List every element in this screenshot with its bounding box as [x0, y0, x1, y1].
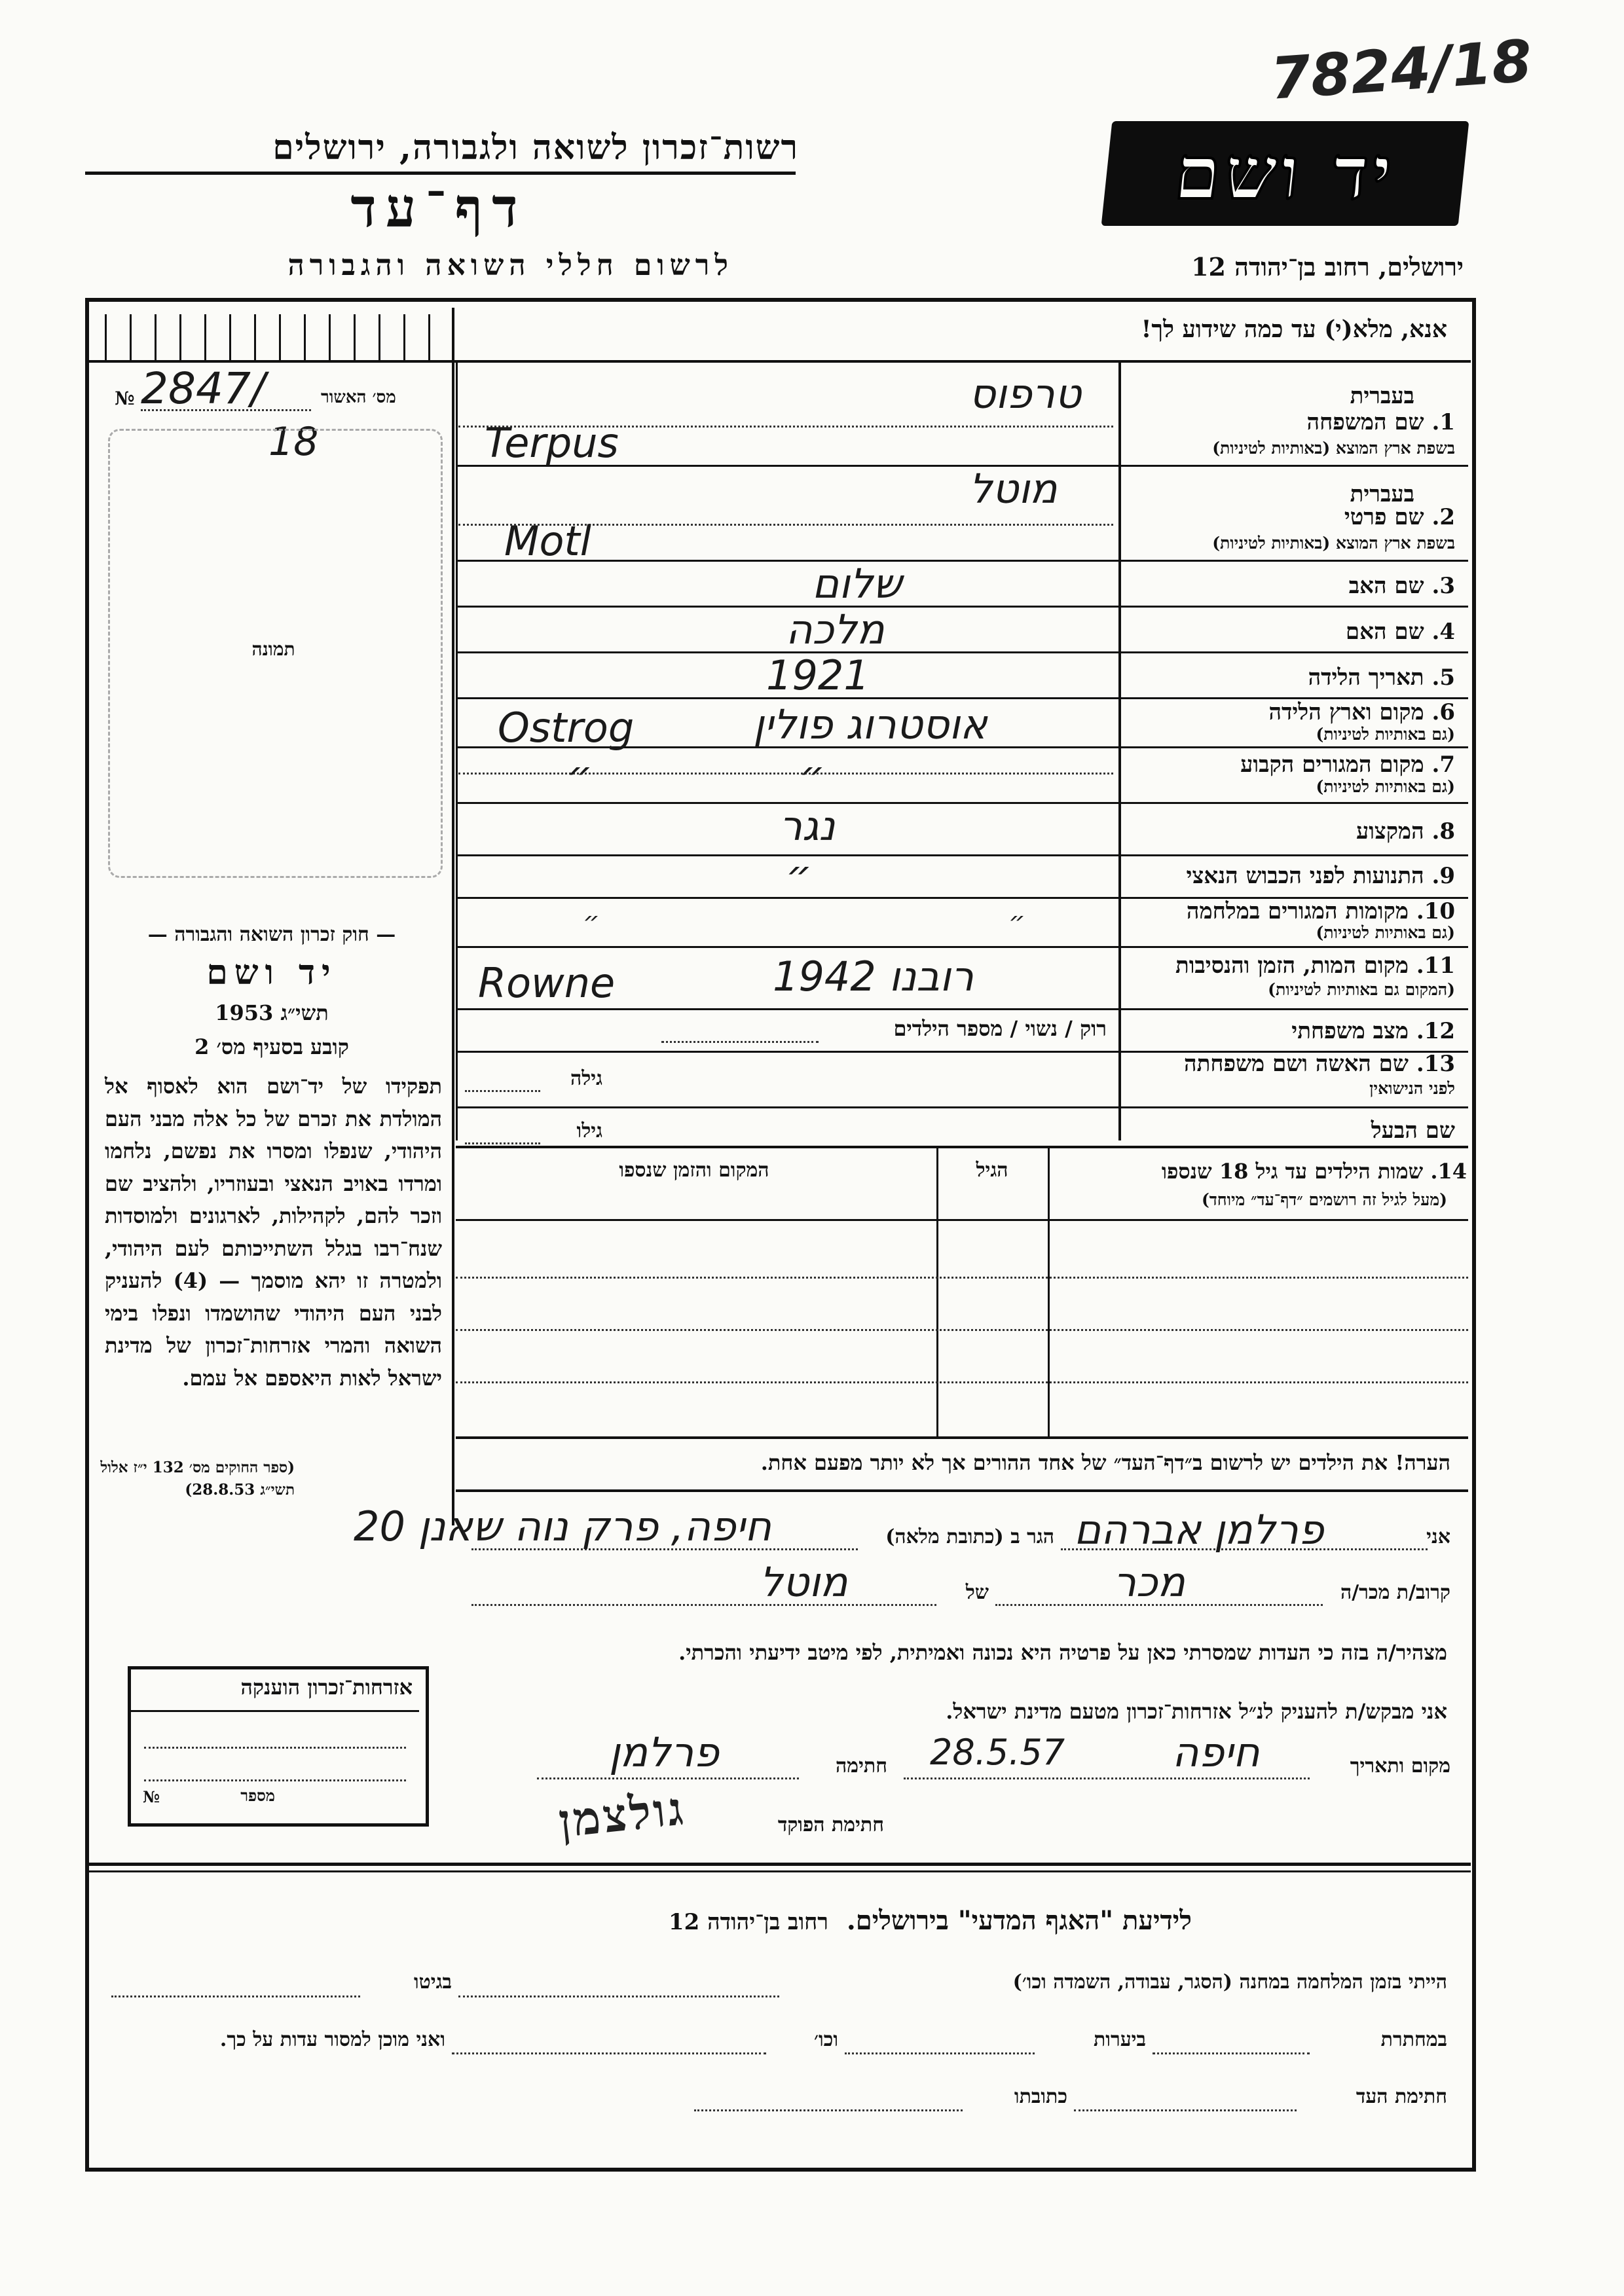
field-10-value-latin: ״	[583, 907, 600, 937]
footer-divider-2	[89, 1870, 1471, 1872]
place-date-line	[904, 1777, 1310, 1779]
field-11-label: 11. מקום המות, הזמן והנסיבות	[1175, 953, 1455, 979]
field-13-extra: גילה	[570, 1067, 602, 1090]
signature-label: חתימה	[836, 1755, 887, 1777]
remark: הערה! את הילדים יש לרשום ב״דף־העד״ של אחד ההורים אך לא יותר מפעם אחת.	[760, 1450, 1450, 1475]
law-section: קובע בסעיף מס׳ 2	[194, 1034, 349, 1059]
field-10-label: 10. מקומות המגורים במלחמה	[1186, 898, 1455, 924]
law-logo: יד ושם	[206, 953, 337, 993]
field-13-note: לפני הנישואין	[1369, 1079, 1455, 1098]
footer-line-1-fill	[458, 1995, 779, 1997]
footer-title: לידיעת "האגף המדעי" בירושלים. רחוב בן־יהודה 12	[668, 1905, 1192, 1936]
remark-line	[456, 1489, 1468, 1492]
footer-line-2-c: וכו׳	[814, 2028, 838, 2051]
field-3-label: 3. שם האב	[1348, 573, 1455, 599]
children-title: 14. שמות הילדים עד גיל 18 שנספו	[1161, 1159, 1467, 1184]
children-bottom-line	[456, 1436, 1468, 1439]
law-year: תשי״ג 1953	[215, 1000, 329, 1025]
children-row-1	[456, 1277, 1468, 1279]
row-line-7	[456, 802, 1468, 804]
footer-line-3-fill-b	[694, 2109, 963, 2111]
children-row-3	[456, 1381, 1468, 1383]
footer-line-1-tail	[111, 1995, 360, 1997]
law-body: תפקידו של יד־ושם הוא לאסוף אל המולדת את זכרם של כל אלה מבני העם היהודי, שנפלו ומסרו את נפשם, נלחמו ומרדו באויב הנאצי ובעוזריו, ולהציב שם וזכר להם, לקהילות, לארגונים ולמוסדות שנח־רבו בגלל השתייכותם לעם היהודי, ולמטרה זו יהא מוסמך — (4) להעניק לבני העם היהודי שהושמדו ונפלו בימי השואה והמרי אזרחות־זכרון של מדינת ישראל לאות היאספם אל עמם.	[105, 1074, 443, 1391]
org-underline	[85, 172, 796, 175]
field-6-latin: Ostrog	[498, 704, 635, 752]
field-7-label: 7. מקום המגורים הקבוע	[1240, 752, 1455, 778]
logo-text: יד ושם	[1170, 130, 1400, 216]
photo-label: תמונה	[251, 638, 295, 660]
request-text: אני מבקש/ת להעניק לנ״ל אזרחות־זכרון מטעם מדינת ישראל.	[946, 1699, 1447, 1724]
field-11-hebrew: רובנו 1942	[773, 953, 974, 1000]
children-note: (מעל לגיל זה רושמים ״דף־עד״ מיוחד)	[1201, 1190, 1447, 1209]
footer-line-3-b: כתובתו	[1014, 2085, 1067, 2108]
children-col-place: המקום והזמן שנספו	[619, 1159, 769, 1182]
declarant-relation-label: קרוב/ת מכר/ה	[1340, 1581, 1450, 1604]
children-col-1	[1048, 1148, 1050, 1436]
footer-line-1-end: בגיטו	[413, 1971, 452, 1994]
field-1-tag: בעברית	[1350, 383, 1414, 409]
handwritten-id: 7824/18	[1268, 27, 1535, 113]
field-7-value-latin: ״	[566, 752, 593, 799]
row-line-14	[456, 1146, 1468, 1148]
row-line-11	[456, 1008, 1468, 1010]
children-header-line	[456, 1219, 1468, 1221]
field-6-label: 6. מקום וארץ הלידה	[1268, 699, 1455, 725]
footer-line-3-a: חתימת העד	[1356, 2085, 1447, 2108]
official-stamp: גולצמן	[556, 1781, 688, 1848]
children-col-2	[936, 1148, 938, 1436]
children-col-age: הגיל	[976, 1159, 1008, 1182]
footer-line-2-fill-c	[452, 2052, 766, 2054]
citizenship-line-1	[144, 1747, 406, 1749]
instruction-divider	[89, 360, 1471, 363]
row-line-4	[456, 651, 1468, 653]
footer-line-2-end: ואני מוכן למסור עדות על כך.	[219, 2028, 445, 2051]
registry-number: 2847/	[141, 363, 266, 414]
org-line: רשות־זכרון לשואה ולגבורה, ירושלים	[272, 128, 799, 168]
citizenship-title-line	[131, 1710, 419, 1712]
law-title: — חוק זכרון השואה והגבורה —	[147, 923, 396, 946]
declarant-address: חיפה, פרק נוה שאנן 20	[354, 1503, 772, 1550]
declarant-resides-label: הגר ב (כתובת מלאה)	[885, 1525, 1054, 1548]
field-2-tag: בעברית	[1350, 481, 1414, 507]
field-6-hebrew: אוסטרוג פולין	[753, 701, 987, 748]
field-9-label: 9. התנועות לפני הכבוש הנאצי	[1186, 863, 1455, 889]
field-6-note: (גם באותיות לטיניות)	[1316, 725, 1455, 744]
field-2-label: 2. שם פרטי	[1344, 504, 1455, 530]
signature: פרלמן	[609, 1728, 719, 1776]
row-line-13	[456, 1106, 1468, 1108]
husband-label: שם הבעל	[1371, 1118, 1455, 1144]
registry-label: מס׳ האשור	[321, 388, 396, 407]
footer-line-2-b: ביערות	[1093, 2028, 1146, 2051]
field-2-note: בשפת ארץ המוצא (באותיות לטיניות)	[1212, 534, 1455, 553]
field-5-value: 1921	[766, 651, 870, 699]
field-10-note: (גם באותיות לטיניות)	[1316, 923, 1455, 942]
field-1-latin: Terpus	[485, 419, 619, 467]
latin-line-7	[458, 773, 1113, 774]
field-4-value: מלכה	[786, 606, 885, 653]
field-8-value: נגר	[779, 802, 836, 850]
husband-extra-line	[465, 1142, 540, 1144]
label-divider	[1118, 361, 1121, 1140]
declaration-text: מצהיר/ה בזה כי העדות שמסרתי כאן על פרטיה היא נכונה ואמיתית, לפי מיטב ידיעתי והכרתי.	[678, 1640, 1447, 1665]
declarant-of-value: מוטל	[760, 1558, 848, 1606]
left-column-divider	[452, 308, 454, 1525]
footer-line-2-fill-b	[845, 2052, 1035, 2054]
field-12-value: רוק / נשוי / מספר הילדים	[893, 1016, 1107, 1041]
field-7-note: (גם באותיות לטיניות)	[1316, 777, 1455, 796]
citizenship-number-label: מספר	[240, 1786, 275, 1805]
footer-line-2-a: במחתרת	[1380, 2028, 1447, 2051]
field-12-line	[661, 1041, 819, 1043]
registry-line	[141, 409, 311, 411]
registry-no-mark: №	[115, 388, 135, 409]
logo	[1101, 121, 1469, 226]
address: ירושלים, רחוב בן־יהודה 12	[1191, 252, 1464, 282]
field-8-label: 8. המקצוע	[1356, 818, 1455, 845]
field-12-label: 12. מצב משפחתי	[1291, 1018, 1455, 1044]
place-value: חיפה	[1172, 1728, 1260, 1776]
field-7-value: ״	[799, 752, 825, 799]
field-13-label: 13. שם האשה ושם משפחתה	[1184, 1051, 1455, 1077]
row-line-10	[456, 946, 1468, 948]
field-9-value: ״	[786, 851, 812, 899]
place-date-label: מקום ותאריך	[1350, 1755, 1450, 1777]
citizenship-title: אזרחות־זכרון הוענקה	[240, 1675, 413, 1700]
husband-extra: גילו	[576, 1120, 602, 1142]
field-3-value: שלום	[812, 560, 902, 608]
declarant-of-line	[471, 1604, 936, 1606]
row-line-3	[456, 606, 1468, 608]
date-value: 28.5.57	[930, 1732, 1065, 1773]
footer-line-1: הייתי בזמן המלחמה במחנה (הסגר, עבודה, השמדה וכו׳)	[1012, 1971, 1447, 1994]
row-line-8	[456, 854, 1468, 856]
form-subtitle: לרשום חללי השואה והגבורה	[287, 249, 733, 282]
footer-divider-1	[89, 1863, 1471, 1866]
children-row-2	[456, 1329, 1468, 1331]
declarant-name: פרלמן אברהם	[1074, 1506, 1324, 1554]
value-left-divider	[456, 361, 458, 1140]
field-11-latin: Rowne	[478, 959, 616, 1007]
field-1-note: בשפת ארץ המוצא (באותיות לטיניות)	[1212, 439, 1455, 458]
registry-suffix: 18	[268, 419, 319, 465]
field-4-label: 4. שם האם	[1345, 619, 1455, 645]
tick-strip	[105, 314, 445, 360]
declarant-i-label: אני	[1426, 1525, 1450, 1548]
field-5-label: 5. תאריך הלידה	[1308, 665, 1455, 691]
field-1-hebrew: טרפוס	[969, 370, 1082, 418]
signature-line	[537, 1777, 799, 1779]
field-1-label: 1. שם המשפחה	[1306, 409, 1455, 435]
instruction: אנא, מלא(י) עד כמה שידוע לך!	[1141, 316, 1447, 343]
row-line-2	[456, 560, 1468, 562]
field-2-latin: Motl	[504, 517, 591, 565]
field-11-note: (המקום גם באותיות לטיניות)	[1268, 980, 1455, 999]
field-10-value: ״	[1008, 907, 1025, 937]
declarant-of-label: של	[965, 1581, 989, 1604]
official-signature-label: חתימת הפוקד	[777, 1813, 884, 1836]
citizenship-line-2	[144, 1779, 406, 1781]
field-2-hebrew: מוטל	[969, 465, 1058, 513]
footer-line-3-fill-a	[1074, 2109, 1297, 2111]
law-citation: (ספר החוקים מס׳ 132 י״ז אלול תשי״ג 28.8.53)	[100, 1459, 295, 1499]
form-title: דף־עד	[350, 177, 527, 240]
citizenship-no-mark: №	[143, 1787, 160, 1806]
field-13-extra-line	[465, 1090, 540, 1092]
declarant-relation: מכר	[1113, 1558, 1185, 1606]
footer-line-2-fill-a	[1153, 2052, 1310, 2054]
